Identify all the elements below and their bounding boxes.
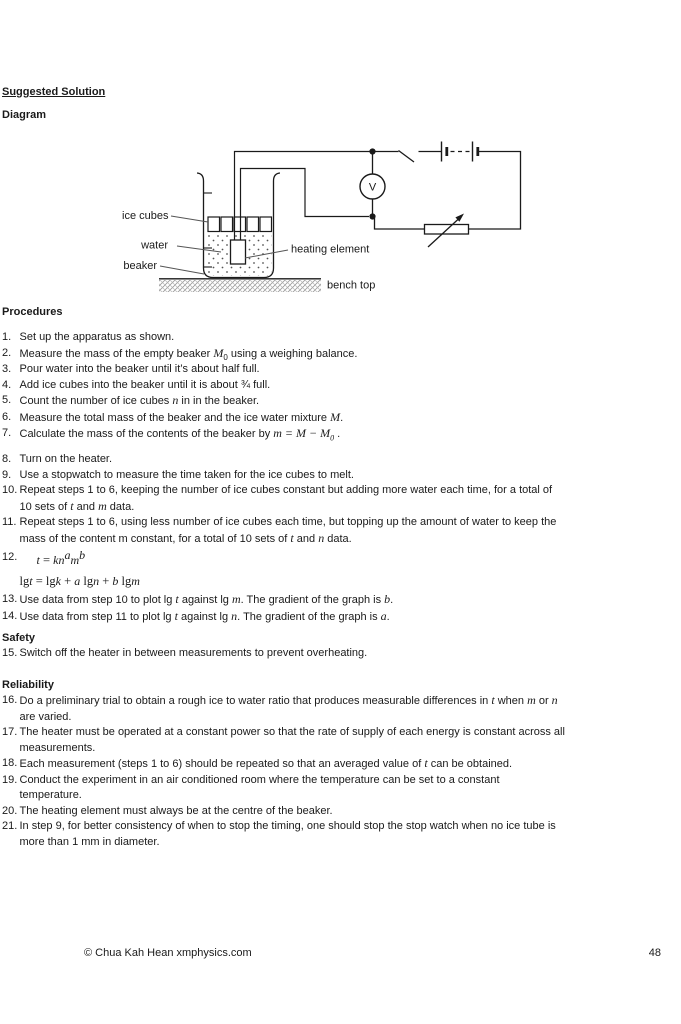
item-text: Conduct the experiment in an air conditioned room where the temperature can be set to a constant temperature.	[19, 773, 500, 801]
item-text: In step 9, for better consistency of when to stop the timing, one should stop the stop watch when no ice tube is more than 1 mm in diameter.	[19, 820, 556, 848]
item-text: Calculate the mass of the contents of the beaker by $m = M - M_0$ .	[19, 426, 341, 443]
item-text	[19, 547, 679, 592]
voltmeter-symbol	[360, 148, 385, 219]
procedure-item-3	[2, 362, 678, 378]
junction-dot	[369, 148, 375, 154]
bench-top-surface	[159, 279, 321, 292]
item-number: 8.	[2, 453, 12, 465]
copyright-text: © Chua Kah Hean xmphysics.com	[84, 947, 252, 959]
heating-element	[231, 240, 246, 264]
ice-cubes-label: ice cubes	[122, 210, 169, 222]
item-number: 6.	[2, 410, 12, 423]
item-number: 3.	[2, 363, 12, 375]
item-number: 13.	[2, 593, 18, 605]
suggested-solution-heading: Suggested Solution	[2, 86, 106, 98]
reliability-item-16	[2, 693, 678, 725]
item-number: 2.	[2, 346, 12, 359]
item-text: Do a preliminary trial to obtain a rough ice to water ratio that produces measurable differences in t when m or n are varied.	[19, 693, 558, 723]
item-number: 11.	[2, 516, 17, 528]
item-text: Use data from step 10 to plot lg t against lg m. The gradient of the graph is b.	[19, 592, 394, 606]
reliability-item-19	[2, 773, 678, 804]
equation-log-form: lgt = lgk + a lgn + b lgm	[19, 574, 140, 588]
circuit-wires	[375, 152, 521, 230]
reliability-item-18	[2, 756, 678, 773]
item-number: 18.	[2, 757, 18, 769]
page-number: 48	[648, 947, 661, 959]
battery-symbol	[442, 142, 478, 162]
safety-item-15	[2, 646, 678, 662]
item-text: Repeat steps 1 to 6, keeping the number of ice cubes constant but adding more water each time, for a total of 10 sets of t and m data.	[19, 484, 553, 513]
item-number: 20.	[2, 804, 18, 817]
procedures-list	[2, 330, 678, 625]
reliability-heading: Reliability	[2, 679, 54, 691]
page-footer	[84, 946, 661, 962]
procedure-item-5	[2, 393, 678, 410]
voltmeter-letter: V	[368, 181, 377, 194]
item-number: 12.	[2, 551, 18, 563]
diagram-heading: Diagram	[2, 109, 47, 121]
procedure-item-7	[2, 426, 678, 443]
item-text: Repeat steps 1 to 6, using less number of ice cubes each time, but topping up the amount of water to keep the mass of the content m constant, for a total of 10 sets of t and n data.	[19, 516, 557, 545]
item-text: Switch off the heater in between measurements to prevent overheating.	[19, 647, 368, 659]
procedure-item-14	[2, 609, 678, 626]
item-text: The heater must be operated at a constant power so that the rate of supply of each energy is constant across all measurements.	[19, 726, 565, 754]
item-text: Use data from step 11 to plot lg t against lg n. The gradient of the graph is a.	[19, 608, 390, 623]
item-text: Measure the mass of the empty beaker $M_0$ using a weighing balance.	[19, 345, 358, 362]
item-text: Measure the total mass of the beaker and the ice water mixture M.	[19, 409, 344, 424]
reliability-item-21	[2, 819, 678, 850]
item-number: 19.	[2, 773, 18, 786]
item-number: 17.	[2, 726, 18, 738]
safety-list	[2, 646, 678, 662]
beaker-label: beaker	[123, 260, 157, 272]
heating-element-label: heating element	[291, 243, 370, 256]
item-text: Count the number of ice cubes n in in the beaker.	[19, 393, 260, 407]
item-number: 1.	[2, 331, 12, 343]
rheostat-symbol	[425, 214, 469, 248]
item-number: 16.	[2, 694, 18, 706]
procedure-item-13	[2, 592, 678, 609]
apparatus-circuit-diagram	[95, 138, 545, 298]
reliability-item-17	[2, 725, 678, 756]
water-label: water	[141, 239, 168, 252]
safety-heading: Safety	[2, 632, 36, 644]
procedure-item-11	[2, 515, 678, 547]
equation-power-law: $t = kn^am^b$	[36, 547, 86, 567]
procedure-item-2	[2, 346, 678, 363]
procedure-item-1	[2, 330, 678, 346]
procedure-item-8	[2, 452, 678, 468]
procedure-item-9	[2, 468, 678, 484]
item-number: 7.	[2, 427, 12, 439]
item-text: Use a stopwatch to measure the time taken for the ice cubes to melt.	[19, 468, 354, 481]
item-text: Add ice cubes into the beaker until it is about ¾ full.	[19, 378, 271, 391]
item-text: Turn on the heater.	[19, 453, 113, 465]
bench-top-label: bench top	[327, 279, 376, 292]
item-text: The heating element must always be at the centre of the beaker.	[19, 804, 333, 817]
item-number: 15.	[2, 647, 18, 659]
ice-cubes-row	[208, 217, 272, 232]
procedure-item-12	[2, 547, 678, 592]
item-text: Pour water into the beaker until it’s about half full.	[19, 363, 260, 375]
item-number: 14.	[2, 609, 18, 622]
procedure-item-4	[2, 378, 678, 394]
procedure-item-10	[2, 483, 678, 515]
reliability-list	[2, 693, 678, 850]
item-number: 21.	[2, 820, 18, 832]
item-number: 10.	[2, 484, 18, 496]
item-number: 9.	[2, 468, 12, 481]
switch-symbol	[399, 151, 442, 163]
item-number: 4.	[2, 378, 12, 391]
procedure-item-6	[2, 410, 678, 427]
item-text: Set up the apparatus as shown.	[19, 331, 175, 343]
item-text: Each measurement (steps 1 to 6) should be repeated so that an averaged value of t can be obtained.	[19, 756, 513, 770]
junction-dot	[369, 213, 375, 219]
item-number: 5.	[2, 394, 12, 406]
reliability-item-20	[2, 804, 678, 820]
procedures-heading: Procedures	[2, 306, 63, 318]
